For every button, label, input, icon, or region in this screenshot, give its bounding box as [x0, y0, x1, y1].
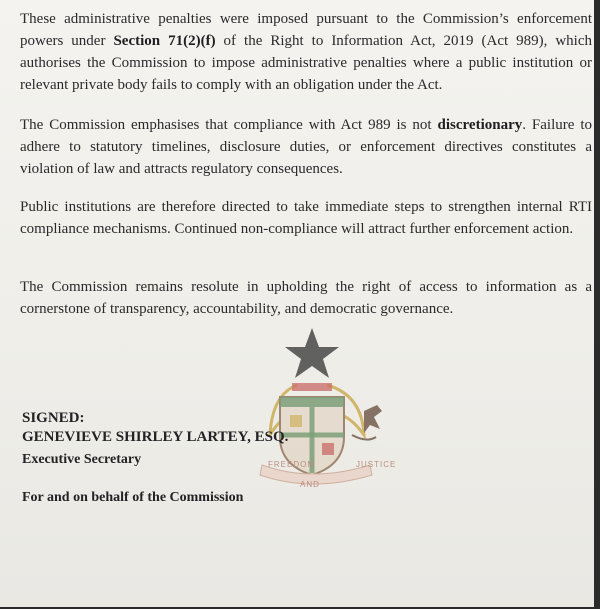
p2-text-1: The Commission emphasises that compliance with Act 989 is not — [20, 117, 438, 133]
p1-text-2: of the Right to Information Act, 2019 (Act 989), which authorises the Commission to impose administrative penalties where a public institution or relevant private body fails to comply with an obligation under the Act. — [20, 33, 593, 93]
paragraph-penalty-basis — [20, 8, 592, 96]
coat-of-arms-watermark — [252, 325, 422, 505]
paragraph-commitment: The Commission remains resolute in upholding the right of access to information as a cornerstone of transparency, accountability, and democratic governance. — [20, 279, 592, 317]
signatory-title: Executive Secretary — [22, 452, 142, 467]
p1-text-1: These administrative penalties were imposed pursuant to the Commission’s enforcement powers under — [20, 11, 592, 49]
crest-motto-freedom: FREEDOM — [268, 460, 315, 469]
on-behalf-line: For and on behalf of the Commission — [22, 490, 244, 505]
crest-motto-and: AND — [300, 480, 320, 489]
signed-label: SIGNED: — [22, 410, 85, 426]
paragraph-compliance — [20, 114, 592, 180]
p1-section-ref: Section 71(2)(f) — [113, 33, 216, 49]
crest-eagle-icon — [364, 405, 382, 433]
paragraph-directive: Public institutions are therefore directed to take immediate steps to strengthen internal RTI compliance mechanisms. Continued non-compliance will attract further enforcement action. — [20, 199, 592, 237]
p2-text-2: . Failure to adhere to statutory timelines, disclosure duties, or enforcement directives constitutes a violation of law and attracts regulatory consequences. — [20, 117, 593, 177]
crest-motto-justice: JUSTICE — [356, 460, 397, 469]
crest-star-icon — [285, 328, 339, 378]
signatory-name: GENEVIEVE SHIRLEY LARTEY, ESQ. — [22, 429, 289, 445]
p2-discretionary: discretionary — [437, 117, 523, 133]
